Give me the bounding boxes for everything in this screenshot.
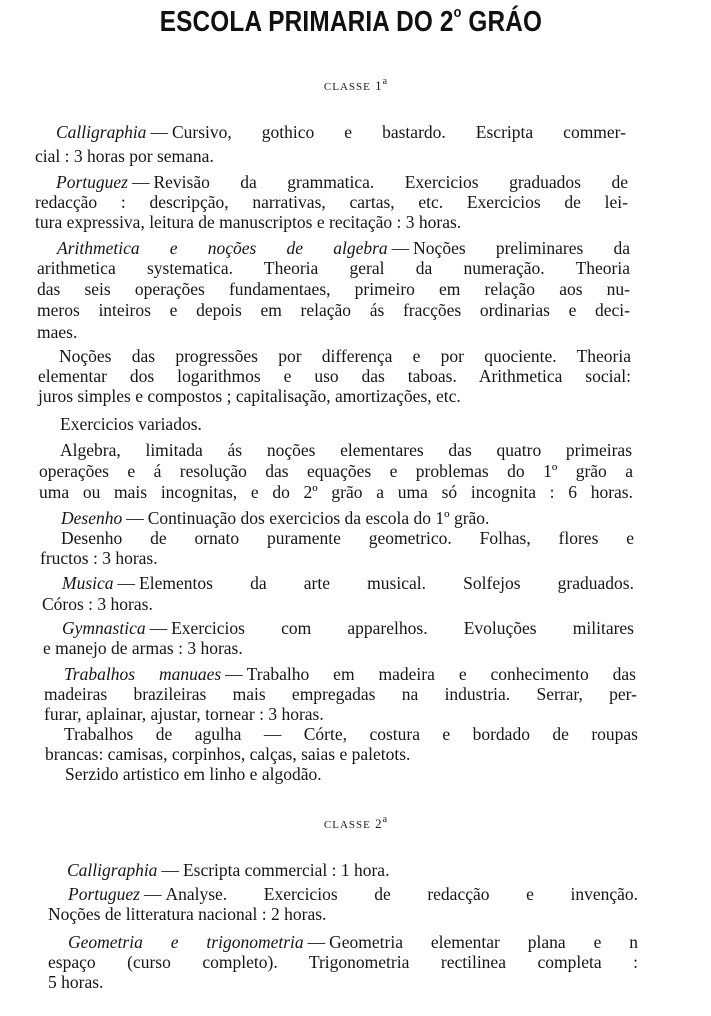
class-heading-number: 1 [375, 78, 383, 93]
paragraph-line: Serzido artistico em linho e algodão. [65, 764, 322, 784]
paragraph-line: redacção : descripção, narrativas, cartas, etc. Exercicios de lei- [35, 192, 628, 212]
paragraph-line: e manejo de armas : 3 horas. [43, 638, 243, 658]
subject-heading: Geometria e trigonometria [68, 932, 304, 952]
title-ordinal: o [453, 4, 462, 21]
paragraph-line: Córos : 3 horas. [42, 594, 153, 614]
paragraph-line: Noções de litteratura nacional : 2 horas. [48, 904, 327, 924]
subject-heading: Desenho [61, 508, 123, 528]
class-heading-ordinal: a [382, 814, 388, 825]
class-heading-ordinal: a [382, 76, 388, 87]
text-span: Continuação dos exercicios da escola do 1º grão. [147, 508, 490, 528]
text-span: Trabalho em madeira e conhecimento das [246, 664, 636, 684]
paragraph-line: Calligraphia — Escripta commercial : 1 hora. [67, 860, 390, 880]
paragraph-line: meros inteiros e depois em relação ás fracções ordinarias e deci- [37, 300, 630, 320]
paragraph-line: cial : 3 horas por semana. [35, 146, 214, 166]
text-span: Escripta commercial : 1 hora. [182, 860, 390, 880]
paragraph-line: madeiras brazileiras mais empregadas na industria. Serrar, per- [44, 684, 637, 704]
paragraph-line: operações e á resolução das equações e problemas do 1º grão a [39, 461, 633, 481]
paragraph-line: Arithmetica e noções de algebra — Noções preliminares da [57, 238, 630, 258]
paragraph-line: tura expressiva, leitura de manuscriptos e recitação : 3 horas. [35, 212, 462, 232]
paragraph-line: brancas: camisas, corpinhos, calças, saias e paletots. [45, 744, 411, 764]
text-span: Analyse. Exercicios de redacção e invenção. [165, 884, 638, 904]
text-span: Noções preliminares da [413, 238, 630, 258]
text-span: Revisão da grammatica. Exercicios graduados de [153, 172, 628, 192]
class-heading-number: 2 [375, 816, 383, 831]
paragraph-line: Gymnastica — Exercicios com apparelhos. Evoluções militares [62, 618, 634, 638]
text-span: Exercicios com apparelhos. Evoluções militares [171, 618, 634, 638]
title-text: ESCOLA PRIMARIA DO 2 [159, 6, 454, 38]
paragraph-line: 5 horas. [48, 972, 104, 992]
paragraph-line: Algebra, limitada ás noções elementares das quatro primeiras [60, 440, 632, 460]
paragraph-line: maes. [37, 322, 78, 342]
subject-heading: Portuguez [56, 172, 128, 192]
paragraph-line: arithmetica systematica. Theoria geral da numeração. Theoria [37, 258, 630, 278]
text-span: Elementos da arte musical. Solfejos graduados. [139, 573, 634, 593]
paragraph-line: Noções das progressões por differença e por quociente. Theoria [59, 346, 631, 366]
paragraph-line: Trabalhos manuaes — Trabalho em madeira e conhecimento das [64, 664, 636, 684]
subject-heading: Portuguez [68, 884, 140, 904]
paragraph-line: Musica — Elementos da arte musical. Solfejos graduados. [62, 573, 634, 593]
paragraph-line: elementar dos logarithmos e uso das taboas. Arithmetica social: [38, 366, 631, 386]
subject-heading: Calligraphia [67, 860, 158, 880]
paragraph-line: juros simples e compostos ; capitalisação, amortizações, etc. [38, 386, 461, 406]
page-title [52, 4, 649, 39]
text-span: Geometria elementar plana e n [329, 932, 638, 952]
paragraph-line: Geometria e trigonometria — Geometria elementar plana e n [68, 932, 638, 952]
paragraph-line: uma ou mais incognitas, e do 2º grão a uma só incognita : 6 horas. [39, 482, 633, 502]
paragraph-line: Portuguez — Revisão da grammatica. Exercicios graduados de [56, 172, 628, 192]
class-heading-word: classe [323, 816, 371, 832]
class-1-heading [0, 76, 711, 95]
paragraph-line: fructos : 3 horas. [40, 548, 158, 568]
subject-heading: Musica [62, 573, 114, 593]
subject-heading: Trabalhos manuaes [64, 664, 222, 684]
class-2-heading [0, 814, 711, 833]
subject-heading: Calligraphia [56, 122, 147, 142]
class-heading-word: classe [323, 78, 371, 94]
paragraph-line: furar, aplainar, ajustar, tornear : 3 horas. [44, 704, 324, 724]
title-tail: GRÁO [461, 6, 543, 38]
text-span: Cursivo, gothico e bastardo. Escripta commer- [171, 122, 626, 142]
subject-heading: Arithmetica e noções de algebra [57, 238, 388, 258]
subject-heading: Gymnastica [62, 618, 146, 638]
paragraph-line: Desenho de ornato puramente geometrico. Folhas, flores e [61, 528, 634, 548]
paragraph-line: espaço (curso completo). Trigonometria rectilinea completa : [48, 952, 638, 972]
paragraph-line: Portuguez — Analyse. Exercicios de redacção e invenção. [68, 884, 638, 904]
paragraph-line: das seis operações fundamentaes, primeiro em relação aos nu- [37, 279, 630, 299]
paragraph-line: Calligraphia — Cursivo, gothico e bastardo. Escripta commer- [56, 122, 626, 142]
paragraph-line: Trabalhos de agulha — Córte, costura e bordado de roupas [64, 724, 638, 744]
paragraph-line: Desenho — Continuação dos exercicios da escola do 1º grão. [61, 508, 490, 528]
paragraph-line: Exercicios variados. [60, 414, 202, 434]
